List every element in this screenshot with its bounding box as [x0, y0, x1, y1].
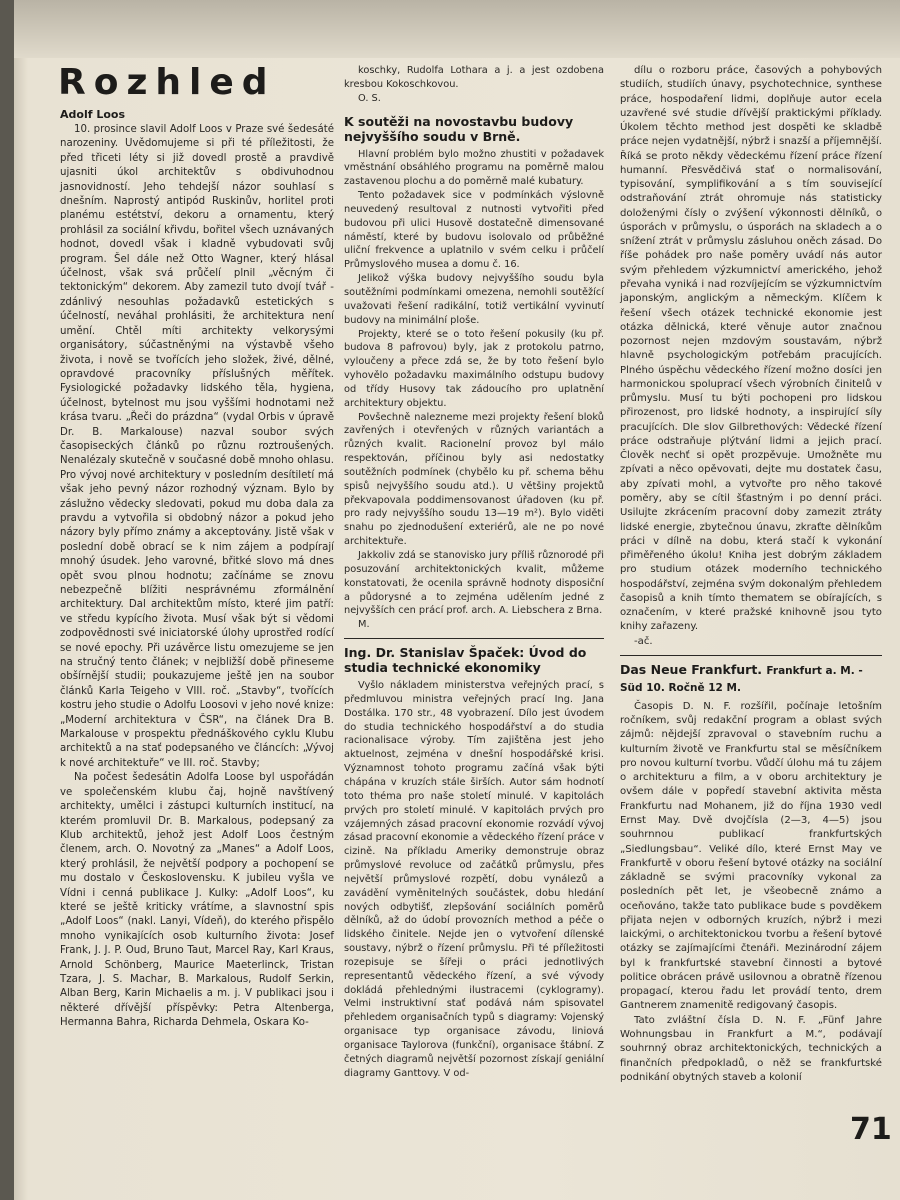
article-heading-frankfurt-details: Frankfurt a. M. - Süd 10. Ročně 12 M.: [620, 664, 863, 694]
article-heading-frankfurt: [620, 662, 882, 696]
article-heading-adolf-loos: Adolf Loos: [60, 108, 126, 121]
article-heading-supreme-court: K soutěži na novostavbu budovy nejvyššího soudu v Brně.: [344, 113, 574, 144]
section-divider: [620, 655, 882, 656]
page-top-shadow: [14, 0, 900, 58]
article-paragraph: Tato zvláštní čísla D. N. F. „Fünf Jahre Wohnungsbau in Frankfurt a M.“, podávají souhrnný obraz architektonických, technických a finančních předpokladů, o něž se frankfurtské podnikání obytných staveb a kolonií: [620, 1014, 882, 1083]
author-signature: M.: [358, 619, 370, 631]
section-masthead: Rozhled: [58, 62, 276, 103]
article-paragraph: Na počest šedesátin Adolfa Loose byl uspořádán ve společenském klubu čaj, hojně navštívený architekty, umělci i zástupci kulturních institucí, na kterém promluvil Dr. B. Markalous, podepsaný za Klub architektů, jehož jest Adolf Loos čestným členem, arch. O. Novotný za „Manes“ a Adolf Loos, který prohlásil, že největší podpory a pochopení se mu dostalo v Československu. K jubileu vyšla ve Vídni i cenná publikace J. Kulky: „Adolf Loos“, ku které se ještě kriticky vrátíme, a slavnostní spis „Adolf Loos“ (nakl. Lanyi, Vídeň), do kterého přispělo mnoho vynikajících osob kulturního života: Josef Frank, J. J. P. Oud, Bruno Taut, Marcel Ray, Karl Kraus, Arnold Schönberg, Maurice Maeterlinck, Tristan Tzara, J. S. Machar, B. Markalous, Rudolf Serkin, Alban Berg, Karin Michaelis a m. j. V publikaci jsou i některé dřívější příspěvky: Petra Altenberga, Hermanna Bahra, Richarda Dehmela, Oskara Ko-: [60, 772, 334, 1029]
article-paragraph: Jakkoliv zdá se stanovisko jury příliš různorodé při posuzování architektonických kvalit, můžeme konstatovati, že ocenila správně hodnoty disposiční a půdorysné a to zejména udělením jedné z nejvyšších cen prácí prof. arch. A. Liebschera z Brna.: [344, 550, 604, 617]
page-number: 71: [850, 1112, 892, 1147]
column-1: [60, 108, 334, 1031]
column-3: [620, 64, 882, 1085]
article-paragraph: 10. prosince slavil Adolf Loos v Praze své šedesáté narozeniny. Uvědomujeme si při té příležitosti, že před třiceti léty si již dovedl prostě a pravdivě ujasniti úkol architektův s obdivuhodnou jasnovidností. Jeho tehdejší názor souhlasí s dnešním. Naprostý antipód Ruskinův, horlitel proti planému estétství, dekoru a ornamentu, který prohlásil za sociální křivdu, bořitel všech uznávaných hodnot, dovedl však i kladně vybudovati svůj program. Šel dále než Otto Wagner, který hlásal účelnost, však svá průčelí plnil „věcným či tektonickým“ dekorem. Aby zamezil tuto dvojí tvář - zdánlivý nesouhlas požadavků estetických s účelností, neváhal prohlásiti, že architektura není umění. Chtěl míti architekty velkorysými organisátory, súčastněnými na výstavbě všeho života, i nově se tvořících jeho složek, živé, dělné, opravdové pracovníky příslušných měřítek. Fysiologické požadavky lidského těla, hygiena, účelnost, bytelnost mu jsou vyššími hodnotami než krása tvaru. „Řeči do prázdna“ (vydal Orbis v úpravě Dr. B. Markalouse) nazval soubor svých časopiseckých článků po různu roztroušených. Nenalézaly skutečně v současné době mnoho ohlasu. Pro vývoj nové architektury v posledním desítiletí má však jeho pevný názor rozhodný význam. Bylo by záslužno vědecky sledovati, pokud mu doba dala za pravdu a vytvořila si obdobný názor a pokud jeho názory byly přímo známy a akceptovány. Jistě však v poslední době obrací se k nim zájem a podpírají mnohý úsudek. Jeho varovné, břitké slovo má dnes opět svou plnou hodnotu; začínáme se znovu nebezpečně blížiti nesprávnému zformálnění architektury. Dal architektům místo, které jim patří: ve středu kypícího života. Musí však být si vědomi zodpovědnosti své iniciatorské úlohy uprostřed rodící se nové epochy. Při uzávěrce listu omezujeme se jen na stručný tento článek; v nejbližší době přineseme obšírnější studii; poukazujeme ještě jen na soubor článků Karla Teigeho v VIII. roč. „Stavby“, tvořících kostru jeho studie o Adolfu Loosovi v jeho nové knize: „Moderní architektura v ČSR“, na článek Dra B. Markalouse v prospektu přednáškového cyklu Klubu architektů a na stať podepsaného ve článcích: „Vývoj k nové architektuře“ ve III. roč. Stavby;: [60, 124, 334, 769]
article-paragraph: Vyšlo nákladem ministerstva veřejných prací, s předmluvou ministra veřejných prací Ing. Jana Dostálka. 170 str., 48 vyobrazení. Dílo jest úvodem do studia technického hospodářství a do studia racionalisace výroby. Tím zajištěna jest jeho aktuelnost, zejména v dnešní hospodářské krisi. Významnost tohoto programu začíná však býti chápána v kruzích stále širších. Autor sám hodnotí toto théma pro naše století minulé. V kapitolách prvých pro století minulé. V kapitolách prvých pro vzájemných zásad pracovní ekonomie rozvádí vývoj zásad pracovní ekonomie a vědeckého řízení práce v cizině. Na příkladu Ameriky demonstruje obraz průmyslové revoluce od začátků průmyslu, přes největší průmyslové rozpětí, dobu vynálezů a zavádění vyměnitelných součástek, dobu hledání nových odbytišť, zlepšování sociálních poměrů dělníků, až do údobí provozních method a péče o lidského činitele. Nejde jen o vytvoření dílenské soustavy, nýbrž o řízení průmyslu. Při té příležitosti rozepisuje se šířeji o práci jednotlivých representantů vědeckého řízení, a své vývody dokládá přehlednými ilustracemi (cyklogramy). Velmi instruktivní stať podává nám spisovatel přehledem organisačních typů s diagramy: Vojenský organisace typ organisace závodu, liniová organisace Taylorova (funkční), organisace štábní. Z četných diagramů největší pozornost získají geniální diagramy Ganttovy. V od-: [344, 680, 604, 1079]
page-binding: [0, 0, 14, 1200]
article-heading-spacek: Ing. Dr. Stanislav Špaček: Úvod do studia technické ekonomiky: [344, 645, 587, 676]
article-paragraph: Povšechně nalezneme mezi projekty řešení bloků zavřených i otevřených v různých variantách a různých kvalit. Racionelní provoz byl málo respektován, příčinou byly asi nedostatky soutěžních podmínek (chybělo ku př. schema běhu spisů nejvyššího soudu atd.). U většiny projektů překvapovala poddimensovanost úřadoven (ku př. pro rady nejvyššího soudu 13—19 m²). Bylo viděti snahu po zjednodušení exteriérů, ale ne po nové architektuře.: [344, 411, 604, 548]
article-paragraph: Časopis D. N. F. rozšířil, počínaje letošním ročníkem, svůj redakční program a oblast svých zájmů: nějdejší zpravoval o stavebním ruchu a kulturním životě ve Frankfurtu stal se měsíčníkem pro novou kulturní tvorbu. Vůdčí úlohu má tu zájem o architekturu a film, a v oboru architektury je ovšem dále v popředí stavební aktivita města Frankfurtu nad Mohanem, již do října 1930 vedl Ernst May. Dvě dvojčísla (2—3, 4—5) jsou souhrnnou publikací frankfurtských „Siedlungsbau“. Veliké dílo, které Ernst May ve Frankfurtě v oboru řešení bytové otázky na sociální základně se svými pracovníky vykonal za posledních pět let, je všeobecně známo a oceňováno, takže tato publikace bude s povděkem přijata nejen v odborných kruzích, nýbrž i mezi laickými, o architektonickou tvorbu a řešení bytové otázky se zajímajícími čtenáři. Mezinárodní zájem byl k frankfurtské stavební činnosti a bytové politice obrácen právě usilovnou a obratně řízenou propagací, kterou řadu let provádí tento, drem Gantnerem znamenitě redigovaný časopis.: [620, 700, 882, 1012]
author-signature: -ač.: [634, 635, 653, 647]
article-paragraph: Tento požadavek sice v podmínkách výslovně neuvedený resultoval z nutnosti vytvořiti před budovou při ulici Husově dostatečně dimensované náměstí, které by budovu isolovalo od průběžné uliční frekvence a uplatnilo v svém celku i průčelí Průmyslového musea a domu č. 16.: [344, 190, 604, 271]
article-paragraph: Hlavní problém bylo možno zhustiti v požadavek vměstnání obsáhlého programu na poměrně malou zastavenou plochu a do poměrně malé kubatury.: [344, 148, 604, 188]
column-2: [344, 64, 604, 1081]
article-continuation: dílu o rozboru práce, časových a pohybových studiích, studiích únavy, psychotechnice, synthese práce, hospodaření lidmi, doplňuje autor ecela uzavřené své studie dřívější praktickými příklady. Úkolem těchto method jest dospěti ke skladbě práce nejen vydatnější, nýbrž i snazší a příjemnější. Říká se proto někdy vědeckému řízení práce řízení humanní. Přesvědčivá stať o normalisování, typisování, symplifikování a s tím související odstraňování ztrát ohromuje nás statisticky doloženými čísly o zvýšení výkonnosti dělníků, o úsporách v průmyslu, o úsporách na skladech a o snížení ztrát v průmyslu zásluhou oněch zásad. Do říše pohádek pro naše poměry uvádí nás autor svým přehledem výzkumnictví amerického, jehož převaha vyniká i nad rozvíjejícím se výzkumnictvím japonským, anglickým a německým. Klíčem k řešení všech otázek technické ekonomie jest otázka dělnická, které věnuje autor značnou pozornost nejen mzdovým soustavám, nýbrž hlavně psychologickým potřebám pracujících. Plného úspěchu vědeckého řízení možno dosíci jen harmonickou spoluprací všech výrobních činitelů v průmyslu. Musí tu býti pochopeni pro lidskou přirozenost, pro lidské hodnoty, a inspirující síly pracujících. Dle slov Gilbrethových: Vědecké řízení práce odstraňuje plýtvání lidmi a jejich prací. Člověk nechť si opět prozpěvuje. Umožněte mu zpívati a něco opěvovati, dejte mu dostatek času, aby zpívati mohl, a vytvořte pro něho takové poměry, aby se cítil šťastným i po denní práci. Usilujte zkrácením pracovní doby zamezit ztráty lidské energie, zbytečnou únavu, zkraťte dělníkům práci v dílně na dobu, která stačí k vykonání přiměřeného úkolu! Kniha jest dobrým základem pro studium otázek moderního technického hospodářství, zejména svým dokonalým přehledem časopisů a knih tímto thematem se obírajících, s označením, v které pražské knihovně jsou tyto knihy zařazeny.: [620, 65, 882, 633]
article-paragraph: Jelikož výška budovy nejvyššího soudu byla soutěžními podmínkami omezena, nemohli soutěžící uvažovati řešení radikální, totiž vertikální vyvinutí budovy na minimální ploše.: [344, 273, 604, 326]
section-divider: [344, 638, 604, 639]
article-paragraph: Projekty, které se o toto řešení pokusily (ku př. budova 8 pafrovou) byly, jak z protokolu patrno, vyloučeny a přece zdá se, že by toto řešení bylo vyhovělo požadavku maximálního odstupu budovy od třídy Husovy tak zádoucího pro uplatnění architektury objektu.: [344, 328, 604, 409]
author-signature: O. S.: [358, 92, 381, 104]
article-heading-frankfurt-title: Das Neue Frankfurt.: [620, 661, 763, 677]
article-continuation: koschky, Rudolfa Lothara a j. a jest ozdobena kresbou Kokoschkovou.: [344, 65, 604, 90]
